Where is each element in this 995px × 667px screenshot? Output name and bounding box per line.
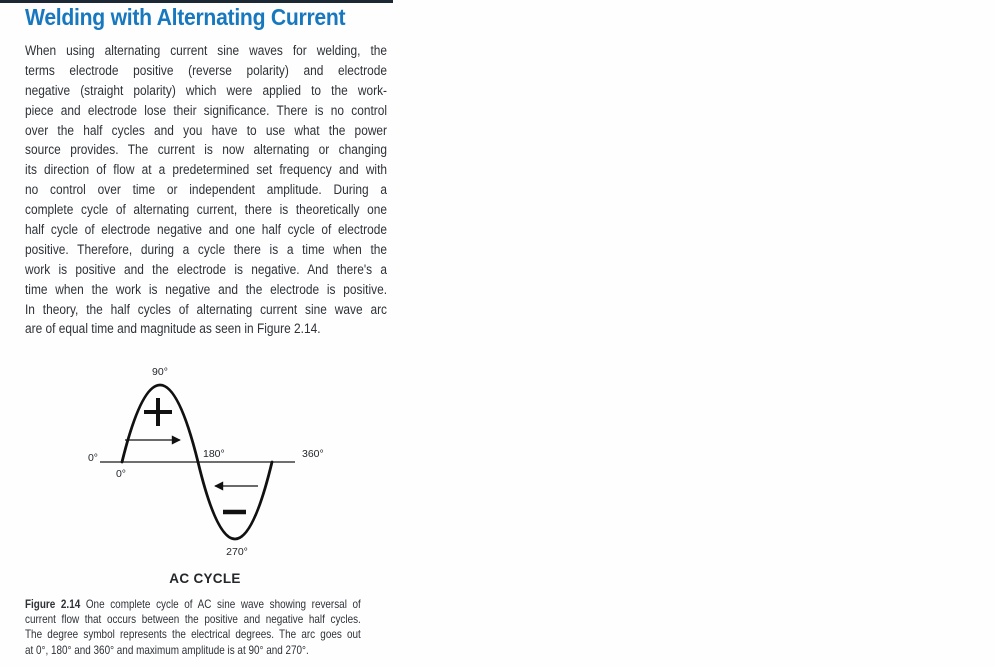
label-360: 360° [302, 448, 324, 460]
figure-title: AC CYCLE [169, 571, 241, 586]
label-270: 270° [226, 546, 248, 558]
article-body [25, 41, 387, 339]
text-line: piece and electrode lose their significance. There is no control [25, 102, 388, 118]
label-0-start: 0° [115, 468, 127, 480]
text-line: half cycle of electrode negative and one half cycle of electrode [25, 222, 388, 238]
label-90: 90° [152, 366, 168, 378]
text-line: no control over time or independent amplitude. During a [25, 182, 388, 198]
text-line: positive. Therefore, during a cycle there is a time when the [25, 241, 388, 257]
caption-line: The degree symbol represents the electrical degrees. The arc goes out [25, 628, 361, 642]
text-line: source provides. The current is now alternating or changing [25, 142, 388, 158]
text-line: When using alternating current sine waves for welding, the [25, 43, 388, 58]
page-title: Welding with Alternating Current [25, 4, 346, 30]
label-0-axis: 0° [87, 452, 98, 464]
plus-symbol [144, 398, 172, 426]
figure-caption [25, 597, 361, 658]
text-line: terms electrode positive (reverse polarity) and electrode [25, 62, 388, 78]
heading-wrap [25, 4, 373, 31]
text-line: time when the work is negative and the electrode is positive. [25, 281, 388, 297]
label-180: 180° [203, 448, 225, 460]
text-line: complete cycle of alternating current, there is theoretically one [25, 202, 388, 218]
top-rule [0, 0, 393, 3]
caption-line: at 0°, 180° and 360° and maximum amplitude is at 90° and 270°. [25, 643, 309, 657]
caption-figure-label: Figure 2.14 [25, 598, 81, 611]
text-line: its direction of flow at a predetermined set frequency and with [25, 162, 388, 178]
caption-line [25, 597, 361, 612]
caption-line: current flow that occurs between the positive and negative half cycles. [25, 613, 361, 627]
text-line: In theory, the half cycles of alternating current sine wave arc [25, 301, 388, 317]
ac-cycle-diagram [80, 355, 340, 590]
caption-line-rest: One complete cycle of AC sine wave showing reversal of [80, 598, 361, 611]
text-line: are of equal time and magnitude as seen in Figure 2.14. [25, 321, 321, 337]
text-line: negative (straight polarity) which were applied to the work- [25, 82, 388, 98]
text-line: over the half cycles and you have to use what the power [25, 122, 388, 138]
text-line: work is positive and the electrode is negative. And there's a [25, 261, 388, 277]
